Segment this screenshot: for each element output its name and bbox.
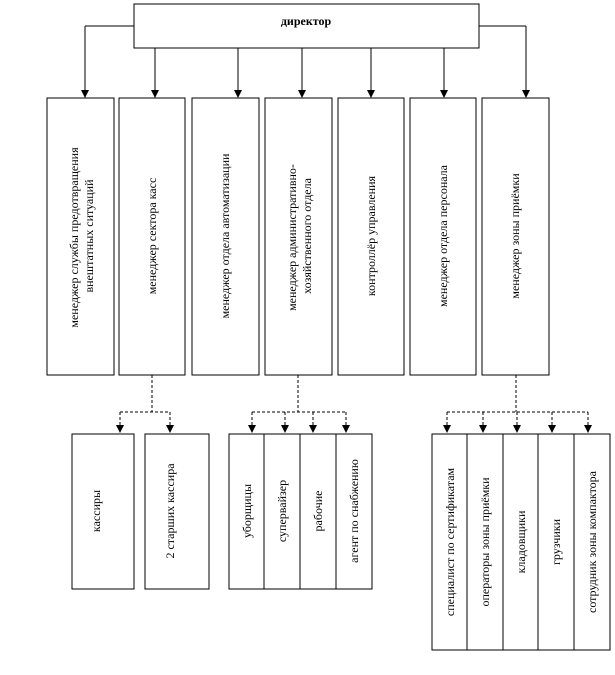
manager-admin-dept-line2: хозяйственного отдела — [300, 178, 314, 294]
staff-cashiers — [72, 434, 134, 589]
staff-senior-cashiers-label: 2 старших кассира — [163, 463, 177, 559]
staff-loaders — [538, 434, 574, 650]
manager-emergency-prevention-line1: менеджер службы предотвращения — [67, 147, 81, 328]
cash-branch-connectors — [120, 375, 170, 432]
cash-staff — [72, 434, 209, 589]
staff-storekeepers-label: кладовщики — [514, 510, 528, 574]
manager-admin-dept-line1: менеджер административно- — [285, 164, 299, 311]
manager-automation-dept-label: менеджер отдела автоматизации — [218, 153, 232, 319]
staff-senior-cashiers — [145, 434, 209, 589]
receiving-staff — [432, 434, 610, 650]
staff-storekeepers — [503, 434, 538, 650]
staff-workers-label: рабочие — [311, 490, 325, 532]
staff-compactor-zone-label: сотрудник зоны компактора — [585, 471, 599, 613]
manager-personnel-dept-label: менеджер отдела персонала — [436, 165, 450, 307]
staff-receiving-operators — [467, 434, 503, 650]
staff-loaders-label: грузчики — [549, 519, 563, 565]
director-node — [134, 4, 479, 48]
staff-certificate-specialist-label: специалист по сертификатам — [443, 467, 457, 617]
manager-cash-sector-label: менеджер сектора касс — [145, 177, 159, 295]
manager-automation-dept — [192, 98, 259, 375]
staff-compactor-zone — [574, 434, 610, 650]
staff-supervisor — [264, 434, 300, 589]
manager-control-label: контроллёр управления — [364, 175, 378, 297]
staff-supply-agent-label: агент по снабжению — [347, 459, 361, 563]
manager-receiving-zone — [482, 98, 549, 375]
staff-supervisor-label: супервайзер — [275, 479, 289, 543]
manager-cash-sector — [119, 98, 185, 375]
manager-personnel-dept — [410, 98, 476, 375]
staff-cleaners-label: уборщицы — [240, 483, 254, 539]
admin-staff — [229, 434, 372, 589]
staff-workers — [300, 434, 336, 589]
staff-cashiers-label: кассиры — [89, 489, 103, 533]
staff-certificate-specialist — [432, 434, 467, 650]
director-label: директор — [280, 14, 332, 28]
staff-receiving-operators-label: операторы зоны приёмки — [478, 477, 492, 607]
manager-emergency-prevention — [47, 98, 114, 375]
manager-receiving-zone-label: менеджер зоны приёмки — [508, 173, 522, 299]
staff-cleaners — [229, 434, 264, 589]
svg-text:менеджер административно- — [285, 161, 314, 311]
admin-branch-connectors — [252, 375, 346, 432]
staff-supply-agent — [336, 434, 372, 589]
receiving-branch-connectors — [447, 375, 588, 432]
manager-control — [338, 98, 404, 375]
managers-row — [47, 98, 549, 375]
manager-admin-dept — [265, 98, 332, 375]
manager-emergency-prevention-line2: внештатных ситуаций — [82, 179, 96, 293]
